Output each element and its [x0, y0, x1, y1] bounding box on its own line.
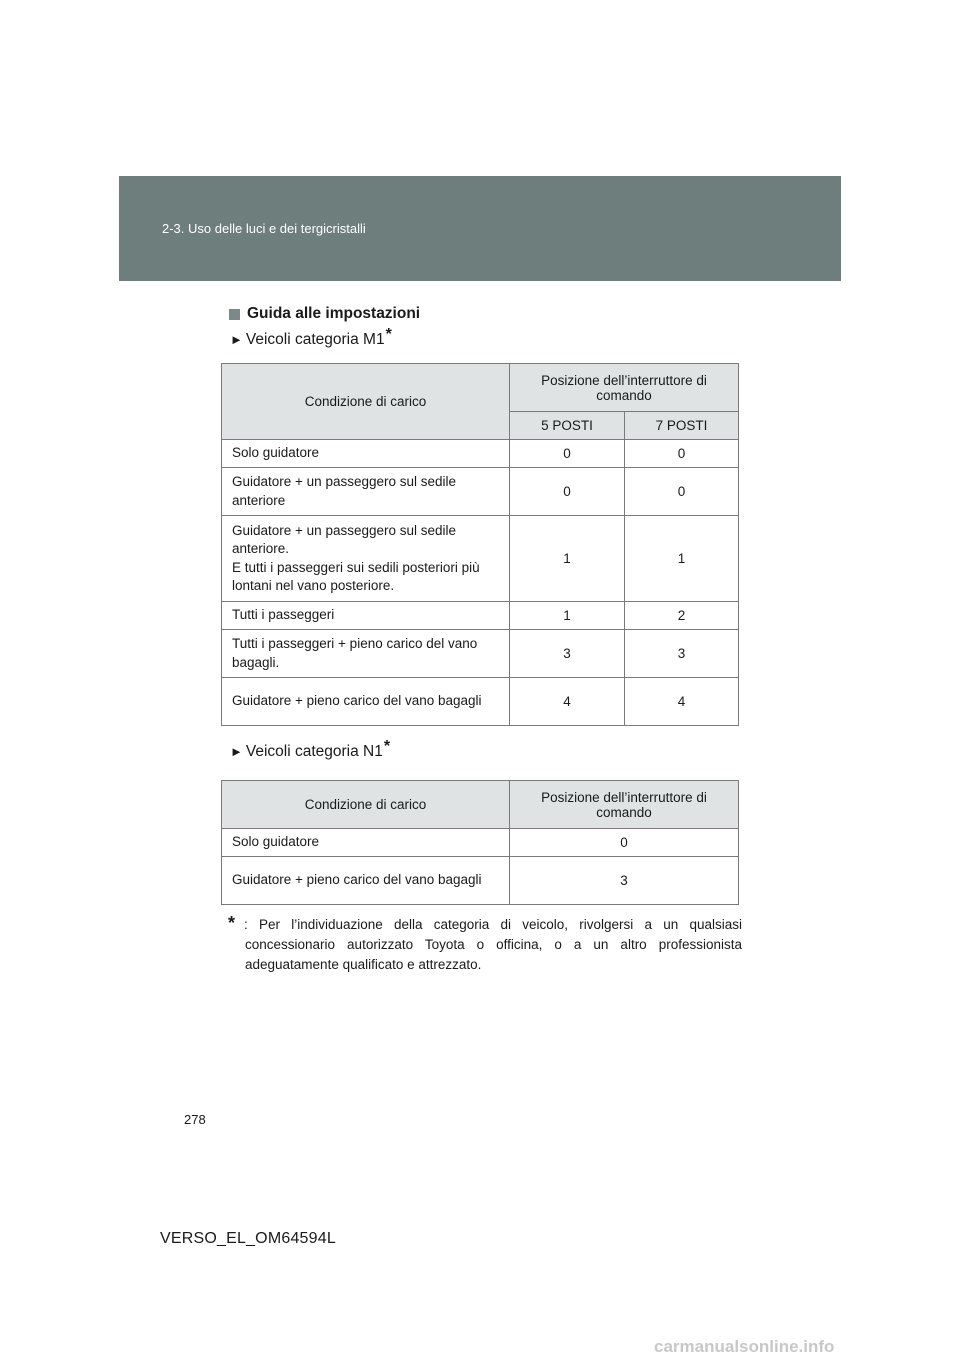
footnote-text: : Per l’individuazione della categoria di veicolo, rivolgersi a un qualsiasi concessionario autorizzato Toyota o officina, o a un altro professionista adeguatamente qualificato e attrezzato.	[244, 917, 742, 972]
col-condition: Condizione di carico	[222, 364, 510, 440]
subhead-m1	[230, 326, 392, 350]
table-m1	[221, 363, 739, 726]
asterisk-icon: *	[385, 326, 392, 343]
footnote	[228, 915, 742, 975]
cell-5: 0	[510, 468, 625, 516]
row-label: Guidatore + un passeggero sul sedile anteriore. E tutti i passeggeri sui sedili posteriori più lontani nel vano posteriore.	[222, 516, 510, 602]
table-row	[222, 829, 739, 857]
row-label: Guidatore + pieno carico del vano bagagli	[222, 678, 510, 726]
subhead-n1-text: Veicoli categoria N1	[245, 743, 383, 760]
col-position: Posizione dell’interruttore di comando	[510, 364, 739, 412]
row-label: Solo guidatore	[222, 440, 510, 468]
section-breadcrumb: 2-3. Uso delle luci e dei tergicristalli	[162, 221, 366, 236]
table-n1	[221, 780, 739, 905]
cell-5: 1	[510, 516, 625, 602]
asterisk-icon: *	[383, 738, 391, 755]
section-title-text: Guida alle impostazioni	[247, 305, 421, 322]
triangle-bullet-icon: ►	[230, 744, 243, 759]
subhead-n1	[230, 738, 391, 762]
table-row	[222, 678, 739, 726]
cell-5: 1	[510, 602, 625, 630]
square-bullet-icon	[229, 309, 240, 320]
subhead-m1-text: Veicoli categoria M1	[245, 331, 385, 348]
col-position: Posizione dell’interruttore di comando	[510, 781, 739, 829]
col-5-posti: 5 POSTI	[510, 412, 625, 440]
cell-7: 0	[625, 440, 739, 468]
section-title	[229, 305, 420, 323]
cell-value: 3	[510, 857, 739, 905]
col-7-posti: 7 POSTI	[625, 412, 739, 440]
table-row	[222, 440, 739, 468]
row-label: Guidatore + un passeggero sul sedile anteriore	[222, 468, 510, 516]
cell-7: 3	[625, 630, 739, 678]
row-label: Tutti i passeggeri	[222, 602, 510, 630]
cell-5: 0	[510, 440, 625, 468]
cell-7: 4	[625, 678, 739, 726]
asterisk-icon: *	[228, 913, 236, 933]
row-label: Guidatore + pieno carico del vano bagagli	[222, 857, 510, 905]
cell-value: 0	[510, 829, 739, 857]
cell-5: 4	[510, 678, 625, 726]
page-number: 278	[184, 1112, 206, 1127]
table-row	[222, 468, 739, 516]
table-row	[222, 630, 739, 678]
table-row	[222, 602, 739, 630]
triangle-bullet-icon: ►	[230, 332, 243, 347]
watermark: carmanualsonline.info	[654, 1337, 835, 1356]
table-row	[222, 857, 739, 905]
document-code: VERSO_EL_OM64594L	[160, 1230, 336, 1247]
cell-7: 0	[625, 468, 739, 516]
row-label: Solo guidatore	[222, 829, 510, 857]
col-condition: Condizione di carico	[222, 781, 510, 829]
cell-7: 1	[625, 516, 739, 602]
row-label: Tutti i passeggeri + pieno carico del vano bagagli.	[222, 630, 510, 678]
cell-7: 2	[625, 602, 739, 630]
cell-5: 3	[510, 630, 625, 678]
table-row	[222, 516, 739, 602]
